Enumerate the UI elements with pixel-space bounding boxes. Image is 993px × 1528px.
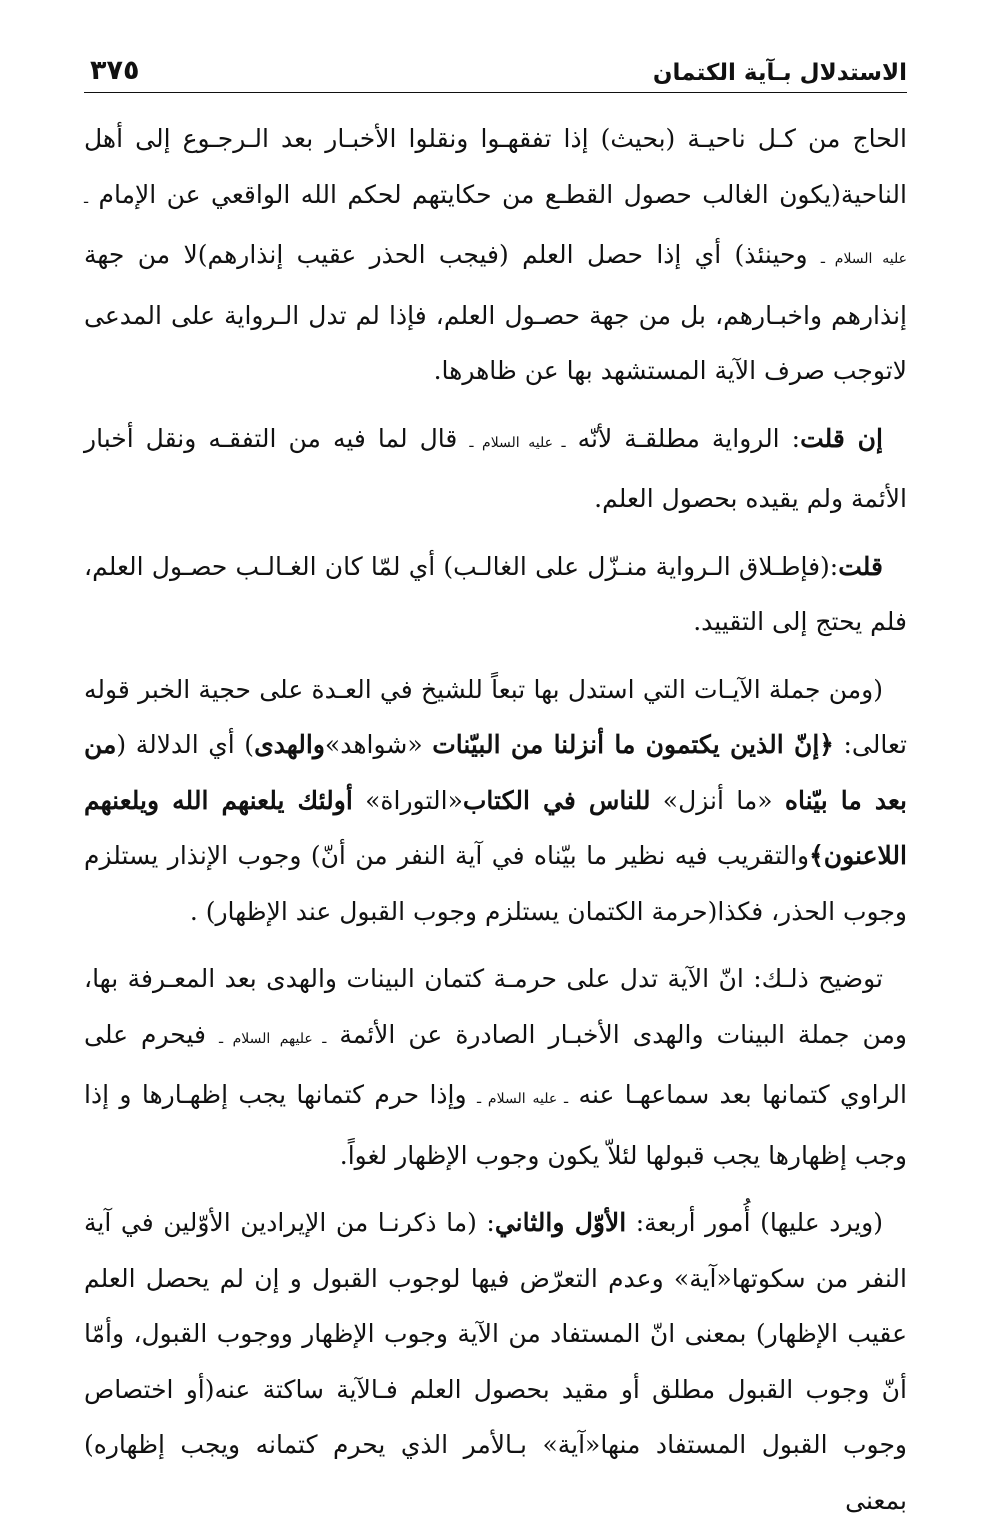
paragraph-1 [84,111,907,399]
text-run: الحاج من كـل ناحيـة (بحيث) إذا تفقهـوا ونقلوا الأخبـار بعد الـرجـوع إلى أهل الناحية(يكون الغالب حصول القطـع من حكايتهم لحكم الله الواقعي عن الإمام [84,124,907,209]
header-divider [84,92,907,93]
text-run: «شواهد» [324,730,433,759]
text-run: ) أي الدلالة ( [116,730,255,759]
paragraph-5 [84,951,907,1183]
text-run: (ويرد عليها) أُمور أربعة: [626,1208,883,1237]
salutation: ـ عليه السلام ـ [469,434,566,451]
quran-verse: للناس في الكتاب [462,785,651,815]
quran-verse: أولئك يلعنهم الله ويلعنهم اللاعنون﴾ [84,785,907,870]
quran-verse: والهدى [254,730,325,759]
lead-term: إن قلت [800,423,883,453]
text-run: وحينئذ) أي إذا حصل العلم (فيجب الحذر عقيب إنذارهم)لا من جهة إنذارهم واخبـارهم، بل من جهة حصـول العلم، فإذا لم تدل الـرواية على المدعى لاتوجب صرف الآية المستشهد بها عن ظاهرها. [84,240,907,385]
quran-verse: ﴿إنّ الذين يكتمون ما أنزلنا من البيّنات [432,730,834,759]
salutation: ـ عليه السلام ـ [476,1091,569,1107]
text-run: :(فإطـلاق الـرواية منـزّل على الغالـب) أي لمّا كان الغـالـب حصـول العلم، فلم يحتج إلى التقييد. [84,551,907,636]
text-run: فيحرم على الراوي كتمانها بعد سماعهـا عنه [84,1019,907,1109]
text-run: قال لما فيه من التفقـه ونقل أخبار الأئمة ولم يقيده بحصول العلم. [84,423,907,513]
text-run: والتقريب فيه نظير ما بيّناه في آية النفر من أنّ) وجوب الإنذار يستلزم وجوب الحذر، فكذا(حرمة الكتمان يستلزم وجوب القبول عند الإظهار) . [84,841,907,926]
text-run: وإذا حرم كتمانها يجب إظهـارها و إذا وجب إظهارها يجب قبولها لئلاّ يكون وجوب الإظهار لغواً. [84,1080,907,1170]
text-run: «ما أنزل» [650,785,785,815]
running-title: الاستدلال بـآية الكتمان [652,60,907,86]
quran-verse: من بعد ما بيّناه [84,730,907,815]
salutation: ـ عليهم السلام ـ [218,1030,327,1047]
salutation: ـ عليه السلام ـ [84,190,907,267]
text-run: (ومن جملة الآيـات التي استدل بها تبعاً للشيخ في العـدة على حجية الخبر قوله تعالى: [84,674,908,759]
paragraph-3 [84,539,907,650]
paragraph-6 [84,1195,907,1528]
lead-term: قلت [838,551,883,581]
text-run: : (ما ذكرنـا من الإيرادين الأوّلين في آية النفر من سكوتها«آية» وعدم التعرّض فيها لوجوب القبول و إن لم يحصل العلم عقيب الإظهار) بمعنى انّ المستفاد من الآية وجوب الإظهار ووجوب القبول، وأمّا أنّ وجوب القبول مطلق أو مقيد بحصول العلم فـالآية ساكتة عنه(أو اختصاص وجوب القبول المستفاد منها«آية» بـالأمر الذي يحرم كتمانه ويجب إظهاره) بمعنى [84,1208,907,1515]
paragraph-4 [84,662,907,940]
page-number: ٣٧٥ [90,55,140,86]
body-text [84,111,907,1528]
lead-term: الأوّل والثاني [494,1208,627,1237]
text-run: توضيح ذلـك: انّ الآية تدل على حرمـة كتمان البينات والهدى بعد المعـرفة بها، ومن جملة البينات والهدى الأخبـار الصادرة عن الأئمة [84,964,908,1049]
text-run: «التوراة» [352,785,463,815]
page-header [84,34,907,86]
paragraph-2 [84,411,907,527]
text-run: : الرواية مطلقـة لأنّه [565,423,801,453]
